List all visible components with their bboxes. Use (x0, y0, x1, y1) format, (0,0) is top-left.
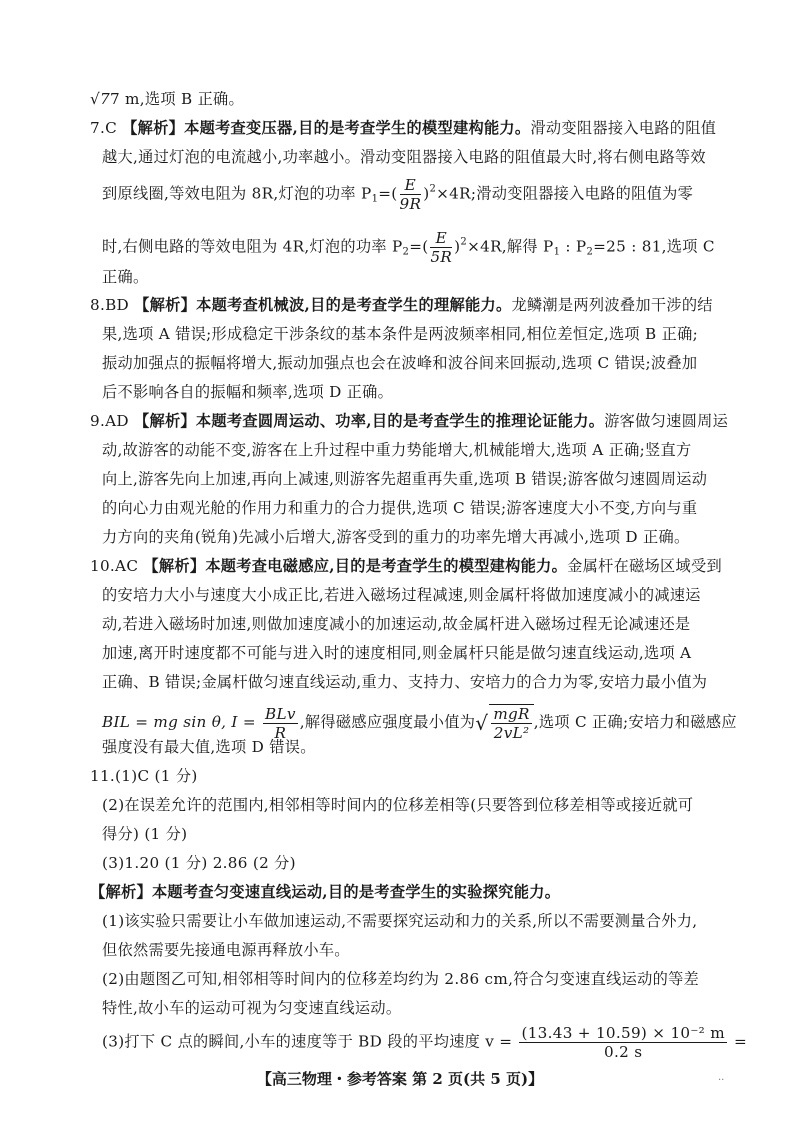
answer-10-heading (90, 555, 722, 577)
subscript: 1 (371, 193, 379, 205)
formula-line-p1 (102, 176, 693, 213)
line-text: =( (378, 184, 398, 203)
text-line: 动,若进入磁场时加速,则做加速度减小的加速运动,故金属杆进入磁场过程无论减速还是 (102, 615, 691, 633)
fraction-e-over-9r: $\frac{E}{9R}$ (399, 176, 422, 213)
answer-9-heading (90, 410, 728, 432)
line-text: (3)打下 C 点的瞬间,小车的速度等于 BD 段的平均速度 v = (102, 1032, 518, 1051)
text-line: 加速,离开时速度都不可能与进入时的速度相同,则金属杆只能是做匀速直线运动,选项 A (102, 644, 692, 662)
answer-number: 9.AD (90, 412, 134, 430)
text-line: 正确、B 错误;金属杆做匀速直线运动,重力、支持力、安培力的合力为零,安培力最小值为 (102, 673, 708, 691)
line-text: ×4R,解得 P (467, 237, 554, 256)
line-text: 时,右侧电路的等效电阻为 4R,灯泡的功率 P (102, 237, 403, 256)
line-text: 金属杆在磁场区域受到 (567, 557, 722, 575)
text-line: 向上,游客先向上加速,再向上减速,则游客先超重再失重,选项 B 错误;游客做匀速圆周运动 (102, 470, 708, 488)
analysis-intro: 【解析】本题考查圆周运动、功率,目的是考查学生的推理论证能力。 (133, 412, 605, 430)
answer-11-part1: 11.(1)C (1 分) (90, 767, 198, 785)
sqrt-seven: √7 (90, 90, 110, 108)
paren: ) (423, 184, 430, 203)
text-line: 的向心力由观光舱的作用力和重力的合力提供,选项 C 错误;游客速度大小不变,方向与重 (102, 499, 698, 517)
text-line: 果,选项 A 错误;形成稳定干涉条纹的基本条件是两波频率相同,相位差恒定,选项 B 正确; (102, 325, 699, 343)
fraction-e-over-5r: $\frac{E}{5R}$ (430, 229, 453, 266)
text-line: (2)由题图乙可知,相邻相等时间内的位移差均约为 2.86 cm,符合匀变速直线运动的等差 (102, 970, 700, 988)
text-line: 正确。 (102, 268, 149, 286)
page-footer: 【高三物理・参考答案 第 2 页(共 5 页)】 (256, 1070, 544, 1088)
text-line: 强度没有最大值,选项 D 错误。 (102, 738, 316, 756)
subscript: 2 (586, 246, 594, 258)
analysis-intro: 【解析】本题考查电磁感应,目的是考查学生的模型建构能力。 (143, 557, 568, 575)
text-line: (3)1.20 (1 分) 2.86 (2 分) (102, 854, 296, 872)
sqrt-expression: $\frac{\text{mgR}}{\text{2vL²}}$ (489, 704, 533, 742)
line-text: 到原线圈,等效电阻为 8R,灯泡的功率 P (102, 184, 372, 203)
text-line: (1)该实验只需要让小车做加速运动,不需要探究运动和力的关系,所以不需要测量合外力, (102, 912, 698, 930)
formula-line-velocity (102, 1024, 747, 1061)
analysis-intro: 【解析】本题考查变压器,目的是考查学生的模型建构能力。 (122, 119, 531, 137)
text-line: 越大,通过灯泡的电流越小,功率越小。滑动变阻器接入电路的阻值最大时,将右侧电路等效 (102, 148, 706, 166)
formula-line-p2 (102, 229, 715, 266)
text-line: 动,故游客的动能不变,游客在上升过程中重力势能增大,机械能增大,选项 A 正确;竖直方 (102, 441, 692, 459)
subscript: 1 (553, 246, 561, 258)
line-text: ,选项 C 正确;安培力和磁感应 (533, 713, 737, 731)
superscript: 2 (429, 183, 437, 195)
answer-number: 7.C (90, 119, 123, 137)
equation-text: BIL = mg sin θ, I = (102, 713, 262, 731)
analysis-heading: 【解析】本题考查匀变速直线运动,目的是考查学生的实验探究能力。 (90, 883, 561, 901)
line-text: =( (409, 237, 429, 256)
line-text: 7 m,选项 B 正确。 (109, 90, 245, 108)
superscript: 2 (460, 236, 468, 248)
answer-number: 8.BD (90, 296, 135, 314)
fraction-velocity: $\frac{\text{(13.43 + 10.59) × 10⁻² m}}{0.2 s}$ (521, 1024, 725, 1061)
answer-8-heading (90, 294, 713, 316)
paren: ) (454, 237, 461, 256)
line-text: =25 : 81,选项 C (593, 237, 715, 256)
analysis-intro: 【解析】本题考查机械波,目的是考查学生的理解能力。 (134, 296, 512, 314)
line-text: : P (560, 237, 587, 256)
subscript: 2 (402, 246, 410, 258)
text-line: 但依然需要先接通电源再释放小车。 (102, 941, 350, 959)
text-line: 振动加强点的振幅将增大,振动加强点也会在波峰和波谷间来回振动,选项 C 错误;波叠加 (102, 354, 698, 372)
answer-number: 10.AC (90, 557, 144, 575)
text-line (90, 88, 244, 110)
text-line: 特性,故小车的运动可视为匀变速直线运动。 (102, 999, 402, 1017)
text-line: 得分) (1 分) (102, 825, 188, 843)
radical-sign: √ (475, 711, 489, 735)
line-text: ,解得磁感应强度最小值为 (299, 713, 476, 731)
line-text: 游客做匀速圆周运 (604, 412, 729, 430)
line-text: = (728, 1032, 748, 1051)
text-line: (2)在误差允许的范围内,相邻相等时间内的位移差相等(只要答到位移差相等或接近就可 (102, 796, 694, 814)
text-line: 后不影响各自的振幅和频率,选项 D 正确。 (102, 383, 394, 401)
line-text: ×4R;滑动变阻器接入电路的阻值为零 (436, 184, 694, 203)
text-line: 的安培力大小与速度大小成正比,若进入磁场过程减速,则金属杆将做加速度减小的减速运 (102, 586, 701, 604)
text-line: 力方向的夹角(锐角)先减小后增大,游客受到的重力的功率先增大再减小,选项 D 正确。 (102, 528, 690, 546)
answer-7-heading (90, 117, 716, 139)
line-text: 龙鳞潮是两列波叠加干涉的结 (511, 296, 713, 314)
line-text: 滑动变阻器接入电路的阻值 (530, 119, 717, 137)
fraction-blv-over-r: $\frac{\text{BLv}}{R}$ (265, 704, 296, 742)
footer-marks: .. (718, 1072, 725, 1083)
